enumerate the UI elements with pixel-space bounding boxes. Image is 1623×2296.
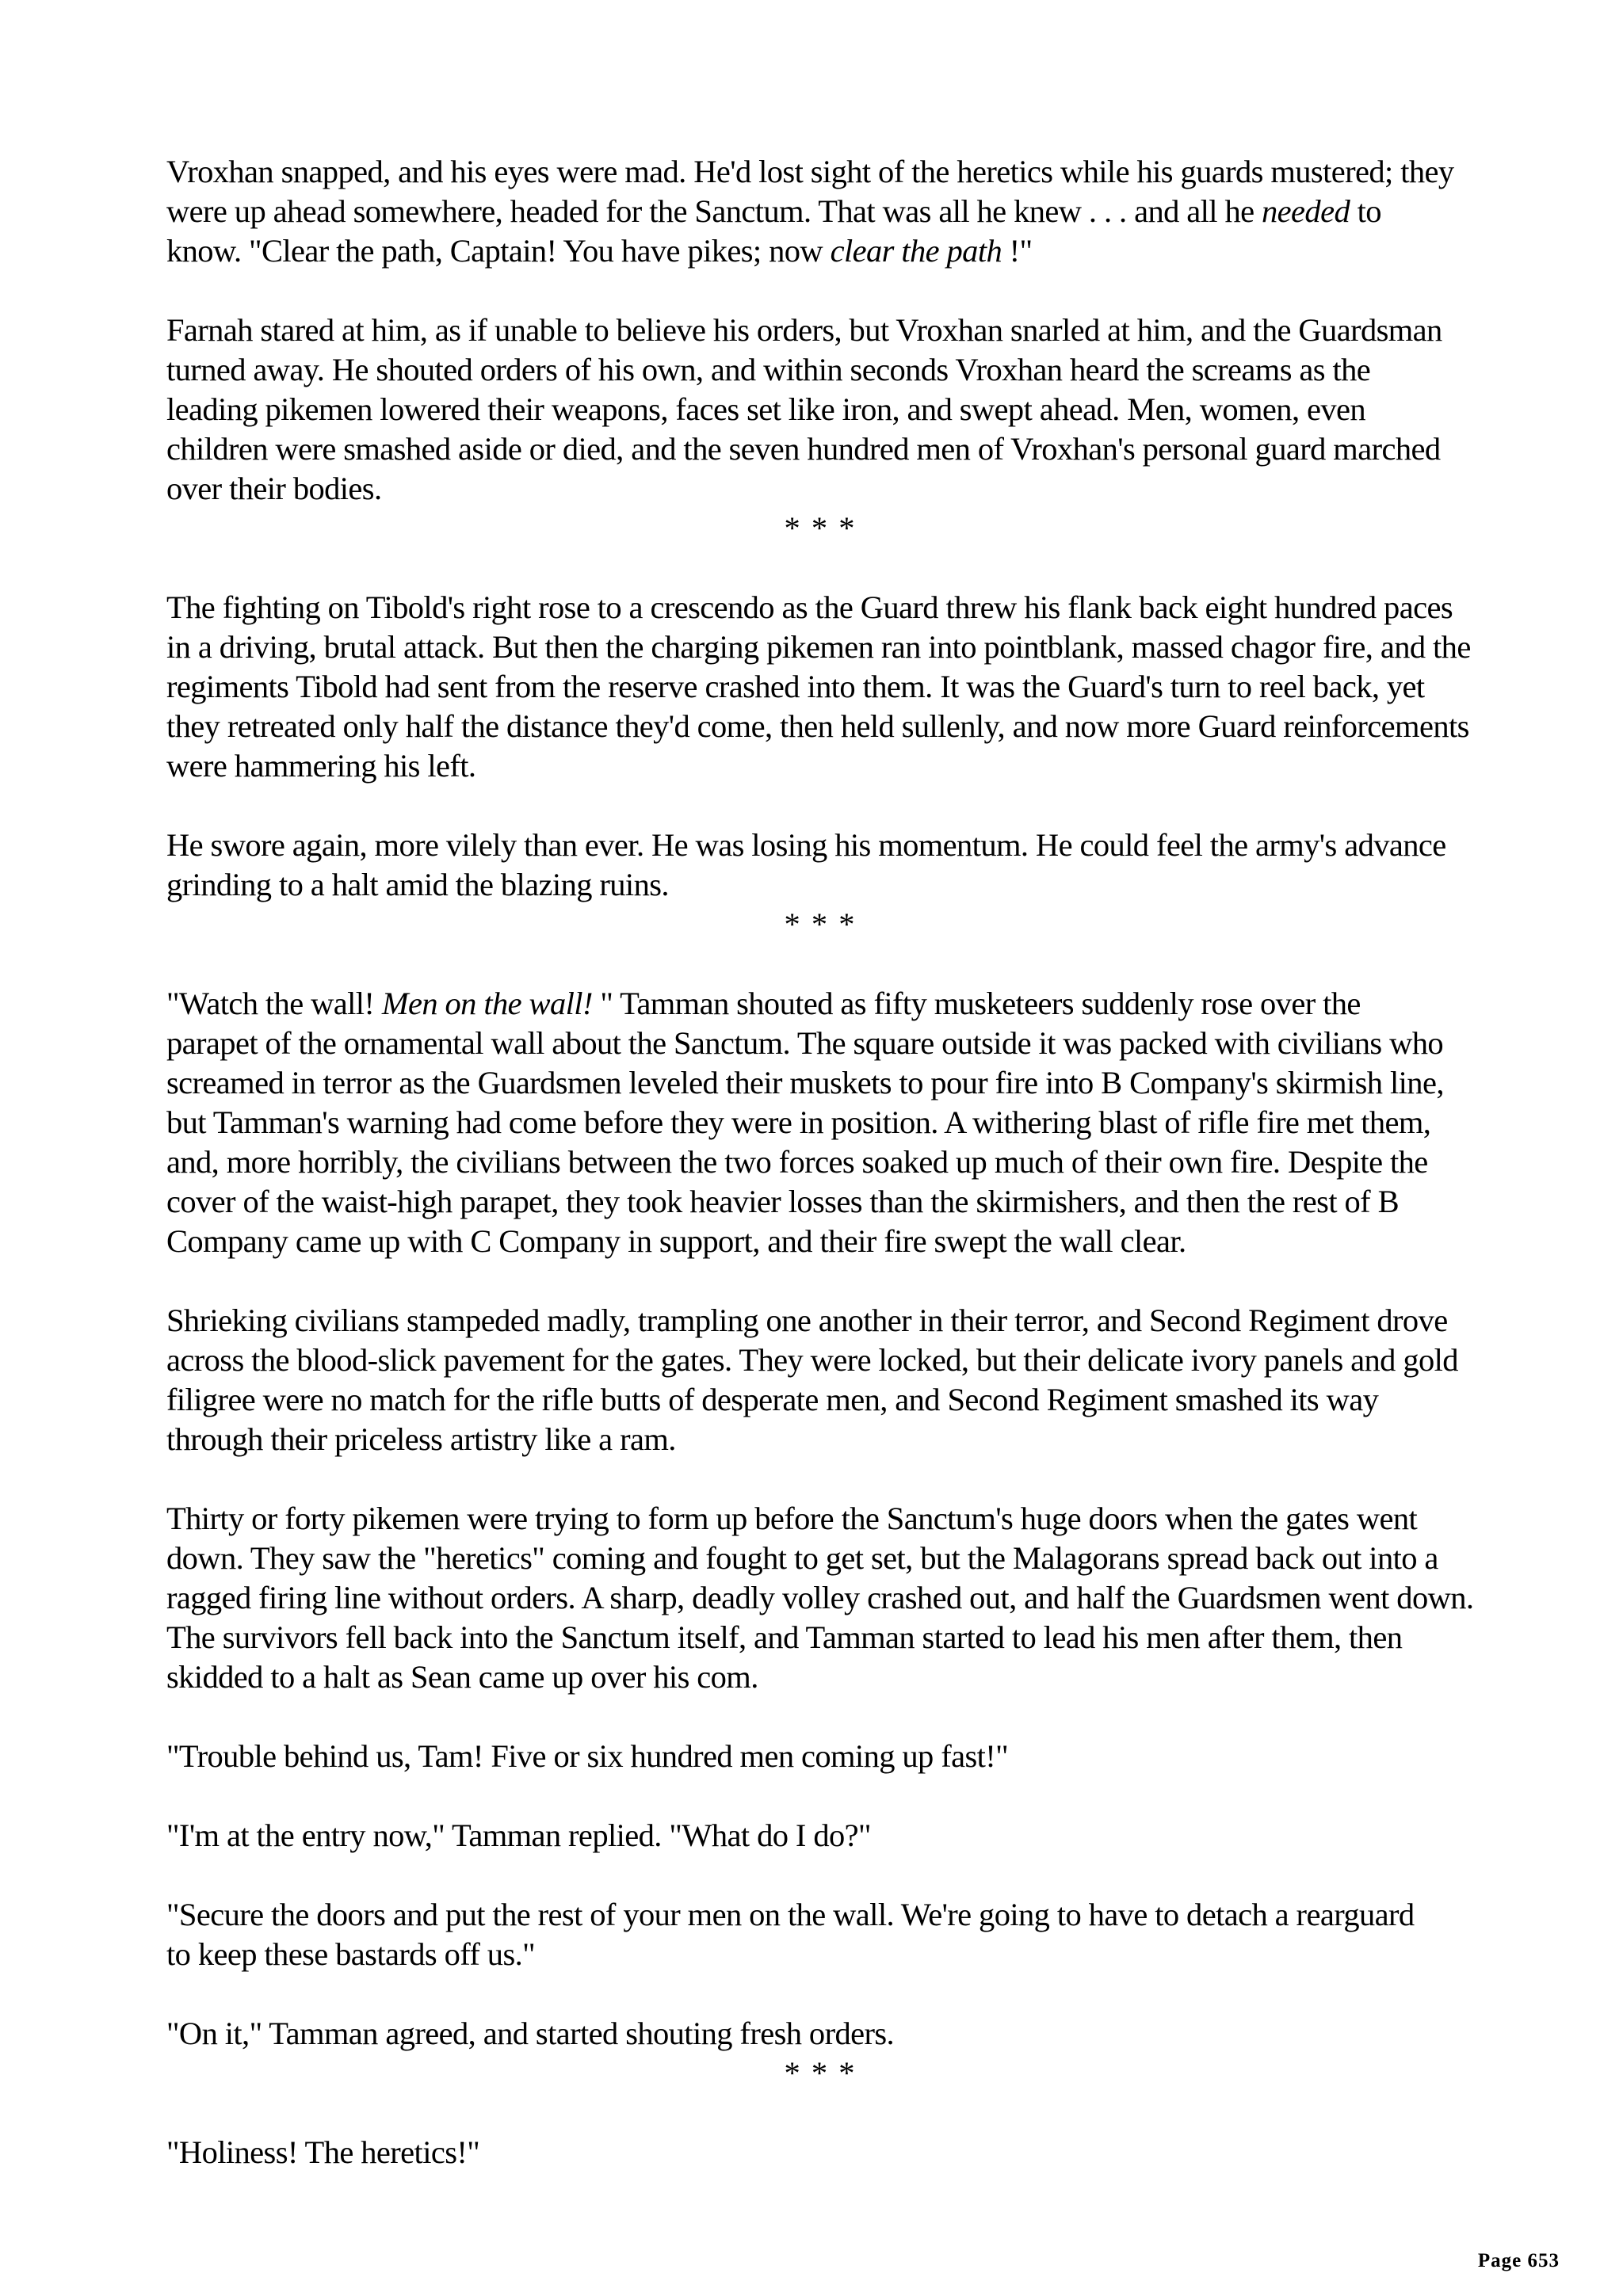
paragraph-gap: [166, 1261, 1466, 1301]
text-line: [166, 1103, 1466, 1142]
text-run: "On it," Tamman agreed, and started shouting fresh orders.: [166, 2016, 895, 2051]
text-line: [166, 1539, 1466, 1578]
text-run: Company came up with C Company in support, and their fire swept the wall clear.: [166, 1223, 1186, 1259]
text-line: [166, 707, 1469, 746]
page-number: Page 653: [1477, 2250, 1560, 2271]
italic-text: clear the path: [830, 233, 1002, 269]
paragraph: [166, 2014, 1466, 2054]
text-line: [166, 667, 1466, 707]
scene-break: * * *: [784, 906, 857, 942]
text-run: parapet of the ornamental wall about the Sanctum. The square outside it was packed with civilians who: [166, 1025, 1444, 1061]
text-run: " Tamman shouted as fifty musketeers suddenly rose over the: [592, 986, 1361, 1021]
text-line: [166, 1142, 1466, 1182]
text-line: [166, 1618, 1466, 1657]
text-run: The survivors fell back into the Sanctum itself, and Tamman started to lead his men after them, then: [166, 1619, 1403, 1655]
scene-break: * * *: [784, 2055, 857, 2091]
scene-break: * * *: [784, 510, 857, 546]
text-run: Farnah stared at him, as if unable to believe his orders, but Vroxhan snarled at him, and the Guardsman: [166, 312, 1442, 348]
text-line: [166, 627, 1471, 667]
text-run: leading pikemen lowered their weapons, faces set like iron, and swept ahead. Men, women, even: [166, 391, 1366, 427]
paragraph-gap: [166, 1697, 1466, 1737]
text-run: screamed in terror as the Guardsmen leveled their muskets to pour fire into B Company's skirmish line,: [166, 1065, 1444, 1100]
text-run: "I'm at the entry now," Tamman replied. "What do I do?": [166, 1817, 871, 1853]
text-run: Vroxhan snapped, and his eyes were mad. He'd lost sight of the heretics while his guards mustered; they: [166, 154, 1454, 189]
text-run: "Watch the wall!: [166, 986, 382, 1021]
text-run: and, more horribly, the civilians between the two forces soaked up much of their own fire. Despite the: [166, 1144, 1428, 1180]
paragraph: [166, 152, 1466, 271]
text-run: through their priceless artistry like a ram.: [166, 1421, 676, 1457]
text-run: to: [1350, 193, 1381, 229]
text-run: were hammering his left.: [166, 748, 476, 784]
text-line: [166, 429, 1466, 469]
paragraph: [166, 311, 1466, 509]
paragraph-gap: [166, 271, 1466, 311]
text-line: [166, 390, 1466, 429]
text-line: [166, 1657, 1466, 1697]
paragraph-gap: [166, 1855, 1466, 1895]
text-run: children were smashed aside or died, and the seven hundred men of Vroxhan's personal guard marched: [166, 431, 1441, 467]
text-run: but Tamman's warning had come before they were in position. A withering blast of rifle fire met them,: [166, 1104, 1431, 1140]
text-run: they retreated only half the distance they'd come, then held sullenly, and now more Guard reinforcements: [166, 708, 1469, 744]
text-run: !": [1002, 233, 1033, 269]
paragraph-gap: [166, 786, 1466, 826]
paragraph-gap: [166, 1974, 1466, 2014]
text-run: over their bodies.: [166, 471, 382, 506]
paragraph-gap: [166, 1776, 1466, 1816]
paragraph: [166, 984, 1466, 1261]
text-line: [166, 311, 1466, 350]
text-line: [166, 1341, 1466, 1380]
paragraph: [166, 826, 1466, 905]
text-run: The fighting on Tibold's right rose to a crescendo as the Guard threw his flank back eight hundred paces: [166, 589, 1453, 625]
text-line: [166, 469, 1466, 509]
paragraph: [166, 1499, 1474, 1697]
text-line: [166, 1024, 1466, 1063]
text-line: [166, 1935, 1466, 1974]
text-run: to keep these bastards off us.": [166, 1936, 536, 1972]
text-run: "Secure the doors and put the rest of your men on the wall. We're going to have to detach a rearguard: [166, 1897, 1415, 1932]
text-run: were up ahead somewhere, headed for the Sanctum. That was all he knew . . . and all he: [166, 193, 1262, 229]
paragraph-gap: [166, 944, 1466, 984]
text-line: [166, 152, 1466, 192]
text-line: [166, 746, 1466, 786]
text-line: [166, 1182, 1466, 1222]
text-line: [166, 2133, 1466, 2172]
text-run: Thirty or forty pikemen were trying to form up before the Sanctum's huge doors when the gates went: [166, 1501, 1418, 1536]
text-run: Shrieking civilians stampeded madly, trampling one another in their terror, and Second Regiment drove: [166, 1302, 1448, 1338]
paragraph-gap: [166, 548, 1466, 588]
text-run: He swore again, more vilely than ever. He was losing his momentum. He could feel the army's advance: [166, 827, 1446, 863]
text-run: grinding to a halt amid the blazing ruins.: [166, 867, 669, 902]
text-line: [166, 1499, 1466, 1539]
text-run: across the blood-slick pavement for the gates. They were locked, but their delicate ivory panels and gold: [166, 1342, 1458, 1378]
paragraph: [166, 1737, 1466, 1776]
paragraph: [166, 1816, 1466, 1855]
text-run: turned away. He shouted orders of his own, and within seconds Vroxhan heard the screams as the: [166, 352, 1371, 387]
paragraph: [166, 1301, 1466, 1459]
paragraph: [166, 1895, 1466, 1974]
text-line: [166, 826, 1466, 865]
text-line: [166, 1737, 1466, 1776]
italic-text: needed: [1262, 193, 1350, 229]
text-run: cover of the waist-high parapet, they took heavier losses than the skirmishers, and then the rest of B: [166, 1184, 1399, 1219]
text-line: [166, 588, 1466, 627]
text-run: filigree were no match for the rifle butts of desperate men, and Second Regiment smashed its way: [166, 1382, 1379, 1417]
text-line: [166, 192, 1466, 231]
paragraph: [166, 2133, 1466, 2172]
paragraph: [166, 588, 1471, 786]
text-line: [166, 1222, 1466, 1261]
text-line: [166, 1578, 1474, 1618]
text-run: in a driving, brutal attack. But then the charging pikemen ran into pointblank, massed chagor fire, and the: [166, 629, 1471, 665]
text-run: "Trouble behind us, Tam! Five or six hundred men coming up fast!": [166, 1738, 1009, 1774]
text-line: [166, 865, 1466, 905]
text-line: [166, 350, 1466, 390]
paragraph-gap: [166, 2093, 1466, 2133]
text-run: skidded to a halt as Sean came up over his com.: [166, 1659, 758, 1695]
page-body: [166, 152, 1474, 2172]
text-line: [166, 984, 1466, 1024]
text-run: down. They saw the "heretics" coming and fought to get set, but the Malagorans spread back out into a: [166, 1540, 1438, 1576]
text-line: [166, 2014, 1466, 2054]
text-line: [166, 1063, 1466, 1103]
text-run: "Holiness! The heretics!": [166, 2134, 480, 2170]
text-line: [166, 1895, 1466, 1935]
paragraph-gap: [166, 1459, 1466, 1499]
italic-text: Men on the wall!: [381, 986, 593, 1021]
text-run: know. "Clear the path, Captain! You have pikes; now: [166, 233, 831, 269]
text-run: regiments Tibold had sent from the reserve crashed into them. It was the Guard's turn to reel back, yet: [166, 669, 1425, 704]
text-line: [166, 1380, 1466, 1420]
text-line: [166, 231, 1466, 271]
text-line: [166, 1816, 1466, 1855]
text-run: ragged firing line without orders. A sharp, deadly volley crashed out, and half the Guardsmen went down.: [166, 1580, 1474, 1615]
text-line: [166, 1301, 1466, 1341]
text-line: [166, 1420, 1466, 1459]
